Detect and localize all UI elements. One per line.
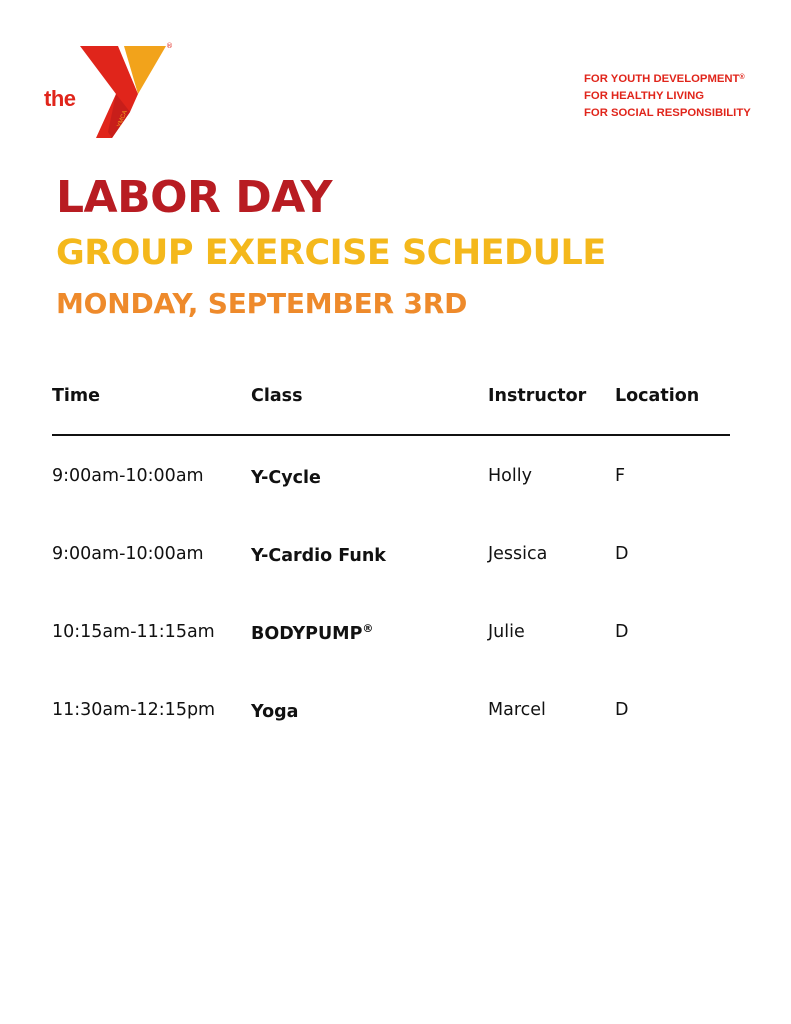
table-row — [52, 466, 730, 544]
ymca-logo — [44, 42, 174, 142]
logo-registered-mark: ® — [166, 42, 173, 50]
mission-line-youth: FOR YOUTH DEVELOPMENT® — [584, 73, 745, 85]
row-location: D — [615, 700, 629, 720]
row-time: 11:30am-12:15pm — [52, 700, 216, 720]
schedule-date: MONDAY, SEPTEMBER 3RD — [56, 287, 468, 320]
class-registered-mark: ® — [362, 622, 374, 635]
row-location: F — [615, 466, 626, 486]
mission-line-social: FOR SOCIAL RESPONSIBILITY — [584, 107, 751, 119]
row-time: 9:00am-10:00am — [52, 466, 204, 486]
page-subtitle: GROUP EXERCISE SCHEDULE — [56, 233, 606, 273]
row-time: 9:00am-10:00am — [52, 544, 204, 564]
row-class: Yoga — [251, 702, 299, 722]
table-header — [52, 380, 730, 412]
row-location: D — [615, 544, 629, 564]
column-header-location: Location — [615, 386, 700, 406]
row-class: BODYPUMP® — [251, 622, 374, 644]
table-row — [52, 622, 730, 700]
ymca-y-logo-icon — [78, 42, 174, 142]
mission-line-healthy: FOR HEALTHY LIVING — [584, 90, 705, 102]
mission-statement — [584, 69, 751, 122]
row-instructor: Julie — [488, 622, 525, 642]
row-time: 10:15am-11:15am — [52, 622, 215, 642]
row-location: D — [615, 622, 629, 642]
logo-the-text: the — [44, 86, 76, 111]
row-instructor: Jessica — [488, 544, 548, 564]
schedule-table — [52, 380, 730, 722]
column-header-instructor: Instructor — [488, 386, 587, 406]
page-title: LABOR DAY — [56, 172, 332, 223]
row-class: Y-Cycle — [251, 468, 321, 488]
header-divider — [52, 434, 730, 436]
table-row — [52, 700, 730, 778]
mission-registered-mark: ® — [739, 74, 745, 81]
table-row — [52, 544, 730, 622]
column-header-class: Class — [251, 386, 303, 406]
row-instructor: Marcel — [488, 700, 546, 720]
row-class: Y-Cardio Funk — [251, 546, 386, 566]
table-body — [52, 466, 730, 778]
logo-ymca-wordmark: YMCA — [116, 109, 129, 129]
row-instructor: Holly — [488, 466, 532, 486]
column-header-time: Time — [52, 386, 101, 406]
